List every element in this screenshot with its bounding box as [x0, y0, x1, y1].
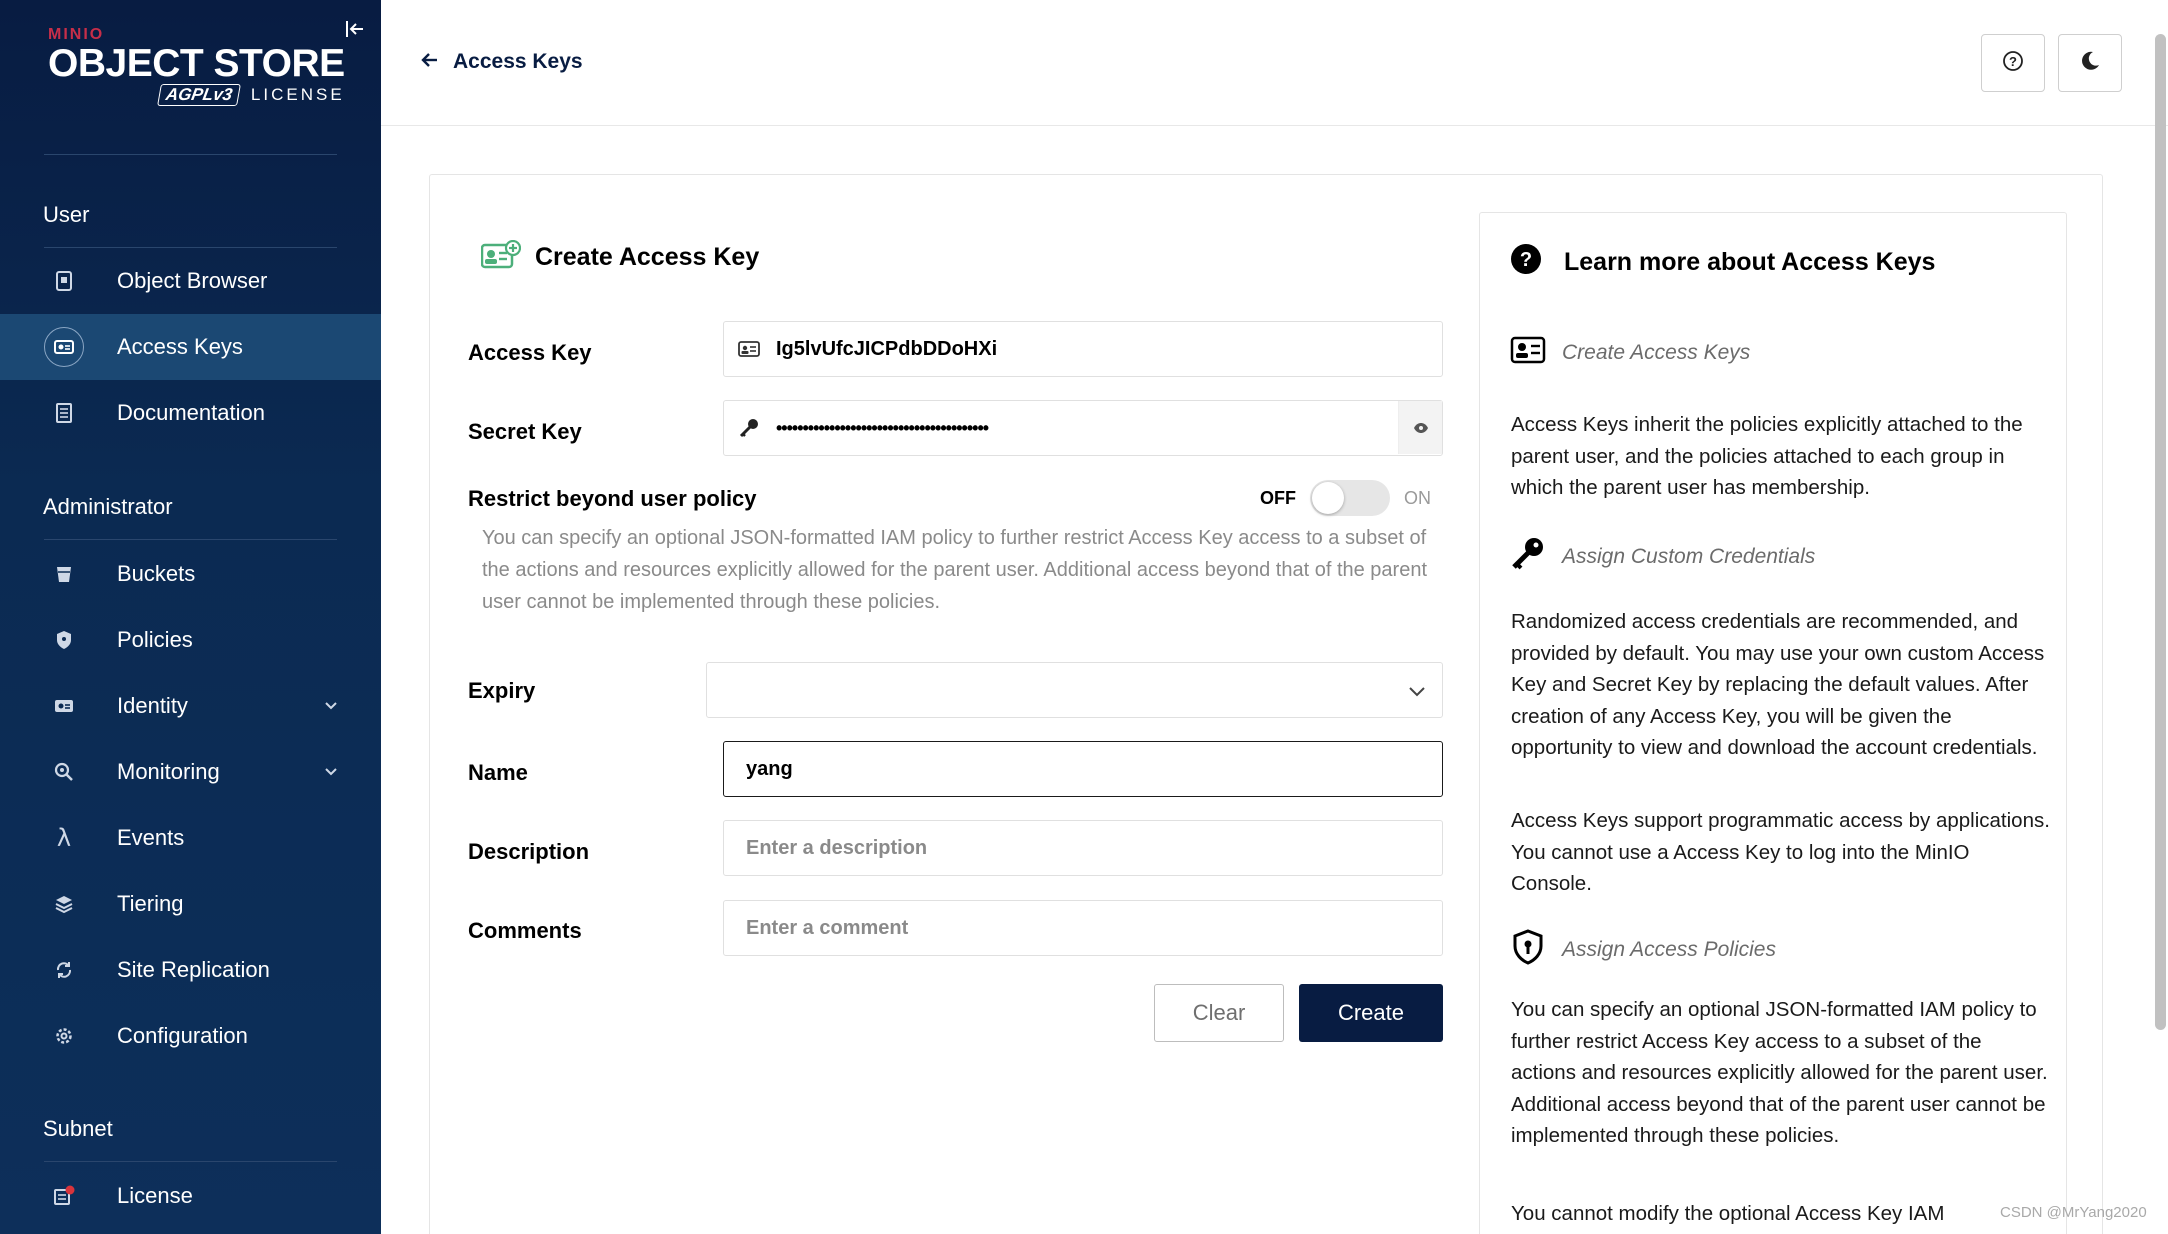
svg-text:?: ? [2009, 53, 2017, 69]
policy-shield-icon [44, 620, 84, 660]
description-label: Description [468, 839, 590, 864]
help-subheading [1510, 929, 1776, 971]
help-subheading-text: Assign Custom Credentials [1562, 545, 1816, 568]
create-button[interactable]: Create [1299, 984, 1443, 1042]
secret-key-label: Secret Key [468, 419, 582, 444]
access-key-value: Ig5lvUfcJICPdbDDoHXi [776, 337, 998, 360]
identity-card-icon [44, 686, 84, 726]
sidebar-item-label: Policies [117, 627, 193, 652]
secret-key-value: •••••••••••••••••••••••••••••••••••••••• [776, 417, 989, 438]
brand-product: OBJECT STORE [48, 42, 345, 85]
toggle-track[interactable] [1310, 480, 1390, 516]
replication-sync-icon [44, 950, 84, 990]
chevron-down-icon [1408, 681, 1426, 704]
sidebar-item-policies[interactable] [0, 607, 381, 673]
sidebar-item-label: Tiering [117, 891, 184, 916]
sidebar-divider [44, 154, 337, 155]
access-key-label: Access Key [468, 340, 592, 365]
help-subheading-text: Assign Access Policies [1562, 938, 1776, 961]
back-link-label: Access Keys [453, 50, 583, 73]
help-title [1510, 243, 1935, 282]
sidebar-item-label: Configuration [117, 1023, 248, 1048]
name-label: Name [468, 760, 528, 785]
sidebar-item-label: Access Keys [117, 334, 243, 359]
sidebar-item-identity[interactable] [0, 673, 381, 739]
restrict-policy-description: You can specify an optional JSON-formatted IAM policy to further restrict Access Key access to a subset of the actions and resources explicitly allowed for the parent user. Additional access beyond that of the parent user cannot be implemented through these policies. [482, 527, 1428, 613]
arrow-left-icon [421, 50, 439, 74]
access-keys-icon [44, 327, 84, 367]
back-link[interactable] [421, 50, 583, 74]
help-subheading-text: Create Access Keys [1562, 341, 1751, 364]
help-subheading [1510, 536, 1815, 578]
comments-field[interactable] [723, 900, 1443, 956]
help-button[interactable] [1981, 34, 2045, 92]
sidebar-item-label: Identity [117, 693, 188, 718]
dark-mode-button[interactable] [2058, 34, 2122, 92]
page-scrollbar[interactable] [2155, 34, 2166, 1030]
policy-shield-icon [1510, 929, 1546, 971]
key-icon [1510, 536, 1546, 578]
bucket-icon [44, 554, 84, 594]
expiry-select[interactable] [706, 662, 1443, 718]
help-paragraph: You cannot modify the optional Access Key IAM [1511, 1202, 1945, 1225]
secret-key-field[interactable] [723, 400, 1443, 456]
help-paragraph: Access Keys inherit the policies explicitly attached to the parent user, and the policies attached to each group in which the parent user has membership. [1511, 413, 2023, 499]
chevron-down-icon[interactable] [320, 761, 342, 783]
expiry-label: Expiry [468, 678, 536, 703]
monitoring-search-icon [44, 752, 84, 792]
sidebar-item-label: License [117, 1183, 193, 1208]
show-password-icon[interactable] [1398, 401, 1442, 454]
comments-label: Comments [468, 918, 582, 943]
help-subheading [1510, 335, 1750, 371]
help-paragraph: Randomized access credentials are recommended, and provided by default. You may use your own custom Access Key and Secret Key by replacing the default values. After creation of any Access Key, you will be given the opportunity to view and download the account credentials. [1511, 610, 2045, 759]
help-paragraph: Access Keys support programmatic access by applications. You cannot use a Access Key to log into the MinIO Console. [1511, 809, 2050, 895]
toggle-knob [1312, 482, 1344, 514]
comments-input[interactable] [724, 917, 1442, 940]
sidebar-item-site-replication[interactable] [0, 937, 381, 1003]
sidebar-item-events[interactable] [0, 805, 381, 871]
sidebar-item-label: Site Replication [117, 957, 270, 982]
toggle-on-label: ON [1404, 487, 1431, 508]
section-subnet: Subnet [43, 1116, 113, 1141]
license-icon [44, 1176, 84, 1216]
sidebar-item-license[interactable] [0, 1163, 381, 1229]
page-header [381, 0, 2168, 126]
restrict-policy-switch[interactable] [1260, 480, 1431, 516]
sidebar-item-label: Object Browser [117, 268, 268, 293]
section-user: User [43, 202, 90, 227]
sidebar-item-access-keys[interactable] [0, 314, 381, 380]
id-card-icon [738, 338, 760, 360]
brand-minio: MINIO [48, 26, 105, 43]
help-panel [1479, 212, 2067, 1234]
section-administrator: Administrator [43, 494, 173, 519]
access-key-field[interactable] [723, 321, 1443, 377]
form-title-text: Create Access Key [535, 243, 760, 271]
brand-license: LICENSE [250, 85, 345, 104]
collapse-sidebar-icon[interactable] [344, 18, 368, 42]
sidebar-item-buckets[interactable] [0, 541, 381, 607]
agpl-badge: AGPLv3 [157, 84, 241, 106]
form-title [481, 240, 759, 275]
brand-logo[interactable] [48, 26, 345, 106]
add-access-key-icon [481, 240, 521, 275]
sidebar-item-configuration[interactable] [0, 1003, 381, 1069]
sidebar-item-object-browser[interactable] [0, 248, 381, 314]
help-circle-icon [2002, 50, 2024, 77]
section-divider [44, 1161, 337, 1162]
help-title-text: Learn more about Access Keys [1564, 248, 1936, 276]
sidebar-item-monitoring[interactable] [0, 739, 381, 805]
documentation-icon [44, 393, 84, 433]
description-field[interactable] [723, 820, 1443, 876]
clear-button[interactable]: Clear [1154, 984, 1284, 1042]
restrict-policy-label: Restrict beyond user policy [468, 486, 757, 511]
help-paragraph: You can specify an optional JSON-formatted IAM policy to further restrict Access Key access to a subset of the actions and resources explicitly allowed for the parent user. Additional access beyond that of the parent user cannot be implemented through these policies. [1511, 998, 2048, 1147]
watermark: CSDN @MrYang2020 [2000, 1204, 2147, 1221]
key-icon [738, 417, 760, 439]
toggle-off-label: OFF [1260, 487, 1296, 508]
lambda-icon: λ [56, 824, 72, 852]
object-browser-icon [44, 261, 84, 301]
sidebar-item-label: Events [117, 825, 185, 850]
sidebar [0, 0, 381, 1234]
sidebar-item-tiering[interactable] [0, 871, 381, 937]
chevron-down-icon[interactable] [320, 695, 342, 717]
tiering-layers-icon [44, 884, 84, 924]
sidebar-item-documentation[interactable] [0, 380, 381, 446]
sidebar-item-label: Monitoring [117, 759, 220, 784]
name-input[interactable] [724, 758, 1442, 781]
id-card-icon [1510, 335, 1546, 371]
sidebar-item-label: Buckets [117, 561, 196, 586]
moon-icon [2079, 50, 2101, 77]
question-circle-icon [1510, 243, 1542, 282]
section-divider [44, 539, 337, 540]
svg-text:?: ? [1519, 249, 1533, 271]
gear-icon [44, 1016, 84, 1056]
description-input[interactable] [724, 837, 1442, 860]
name-field[interactable] [723, 741, 1443, 797]
sidebar-item-label: Documentation [117, 400, 265, 425]
